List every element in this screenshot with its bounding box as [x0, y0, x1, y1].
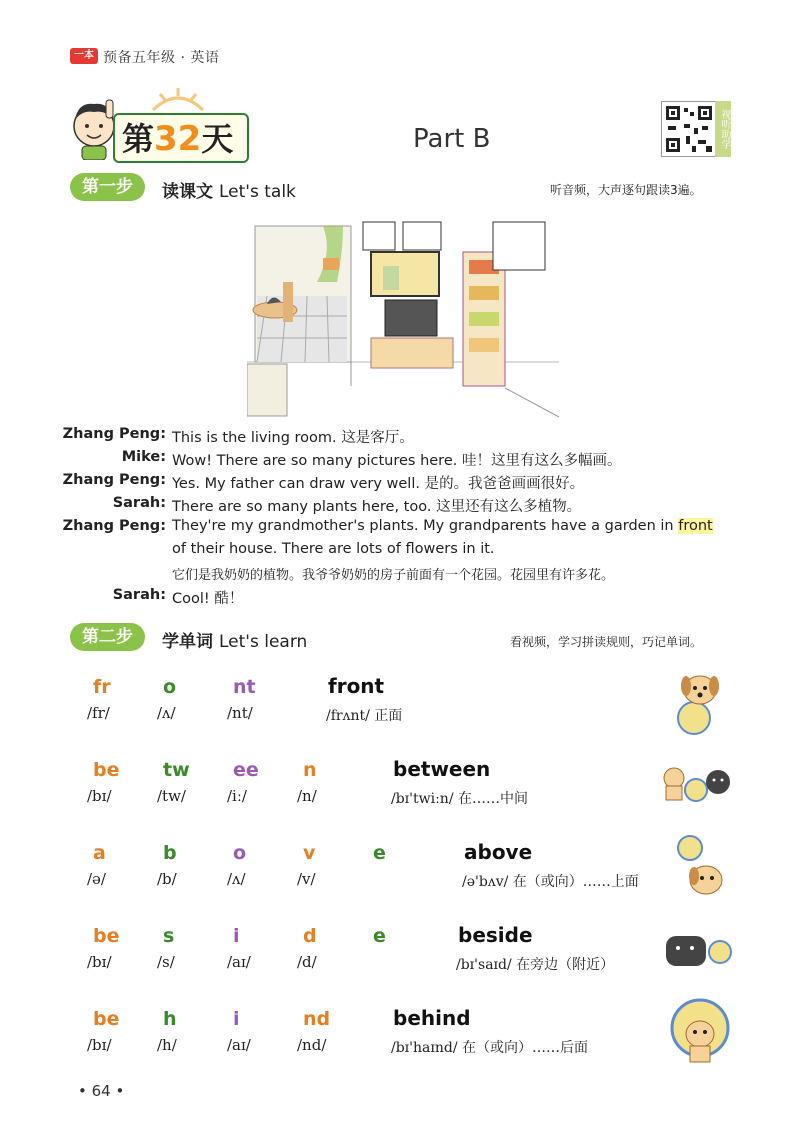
dialogue-text-part: They're my grandmother's plants. My grandparents have a garden in [172, 518, 679, 534]
day-suffix: 天 [201, 120, 234, 158]
step2-title [162, 627, 307, 652]
speaker-name: Zhang Peng: [62, 518, 166, 534]
vocab-word-ipa-meaning: /bɪ'saɪd/ 在旁边（附近） [456, 957, 615, 973]
phonics-ipa: /ə/ [87, 870, 106, 888]
qr-code-icon[interactable] [661, 101, 717, 157]
phonics-ipa: /bɪ/ [87, 953, 112, 971]
phonics-ipa: /bɪ/ [87, 787, 112, 805]
speaker-name: Sarah: [112, 495, 166, 511]
dialogue-translation [0, 564, 800, 587]
dialogue-text: Wow! There are so many pictures here. 哇！这里有这么多幅画。 [172, 453, 622, 469]
vocab-word-ipa-meaning: /ə'bʌv/ 在（或向）……上面 [462, 874, 639, 890]
dog-beside-ball-illustration [664, 930, 734, 970]
dialogue-line [0, 518, 800, 541]
phonics-ipa: /nd/ [297, 1036, 327, 1054]
phonics-chunk: i [233, 1008, 240, 1030]
phonics-chunk: d [303, 925, 317, 947]
dialogue-text: 它们是我奶奶的植物。我爷爷奶奶的房子前面有一个花园。花园里有许多花。 [172, 568, 615, 583]
living-room-illustration [247, 212, 559, 420]
vocab-word: behind [393, 1006, 471, 1030]
step2-pill: 第二步 [70, 623, 145, 651]
speaker-name: Zhang Peng: [62, 426, 166, 442]
phonics-ipa: /n/ [297, 787, 317, 805]
phonics-chunk: o [233, 842, 247, 864]
phonics-chunk: ee [233, 759, 259, 781]
phonics-chunk: fr [93, 676, 111, 698]
vocab-word: front [328, 674, 385, 698]
step1-pill: 第一步 [70, 173, 145, 201]
dialogue-line [0, 426, 800, 449]
phonics-chunk: n [303, 759, 317, 781]
phonics-ipa: /tw/ [157, 787, 186, 805]
phonics-chunk: nt [233, 676, 256, 698]
qr-side-label: 视听助学 [715, 101, 731, 157]
step1-title-cn: 读课文 [162, 182, 213, 202]
step2-hint: 看视频，学习拼读规则，巧记单词。 [510, 635, 703, 649]
header-title: 预备五年级 · 英语 [103, 50, 220, 66]
day-prefix: 第 [122, 120, 155, 158]
dialogue-text: Cool! 酷！ [172, 591, 244, 607]
step1-hint: 听音频，大声逐句跟读3遍。 [550, 183, 702, 197]
phonics-chunk: h [163, 1008, 177, 1030]
dialogue-continuation [0, 541, 800, 564]
phonics-chunk: tw [163, 759, 190, 781]
dog-in-front-of-ball-illustration [672, 668, 728, 736]
phonics-chunk: e [373, 842, 386, 864]
vocab-word: beside [458, 923, 533, 947]
dialogue-text: Yes. My father can draw very well. 是的。我爸爸画画很好。 [172, 476, 585, 492]
dialogue-text: This is the living room. 这是客厅。 [172, 430, 414, 446]
phonics-chunk: e [373, 925, 386, 947]
step2-title-cn: 学单词 [162, 632, 213, 652]
phonics-chunk: b [163, 842, 177, 864]
phonics-chunk: nd [303, 1008, 331, 1030]
speaker-name: Zhang Peng: [62, 472, 166, 488]
dialogue-line [0, 495, 800, 518]
phonics-chunk: be [93, 1008, 120, 1030]
vocab-word-ipa-meaning: /frʌnt/ 正面 [326, 708, 403, 724]
brand-logo: 一本 [70, 48, 98, 64]
dialogue-line [0, 587, 800, 610]
phonics-ipa: /v/ [297, 870, 316, 888]
phonics-chunk: be [93, 925, 120, 947]
phonics-ipa: /ʌ/ [157, 704, 176, 722]
vocab-word-ipa-meaning: /bɪ'haɪnd/ 在（或向）……后面 [391, 1040, 588, 1056]
step1-title [162, 177, 296, 202]
phonics-ipa: /nt/ [227, 704, 253, 722]
phonics-ipa: /iː/ [227, 787, 247, 805]
sun-rays-decoration [148, 88, 208, 112]
phonics-chunk: v [303, 842, 316, 864]
phonics-chunk: o [163, 676, 177, 698]
phonics-ipa: /bɪ/ [87, 1036, 112, 1054]
part-title: Part B [413, 124, 491, 154]
phonics-chunk: be [93, 759, 120, 781]
phonics-chunk: a [93, 842, 106, 864]
step2-title-en: Let's learn [219, 632, 308, 652]
dialogue-line [0, 472, 800, 495]
dialogue-line [0, 449, 800, 472]
highlighted-word: front [678, 518, 713, 534]
phonics-ipa: /aɪ/ [227, 953, 251, 971]
vocab-word: above [464, 840, 533, 864]
phonics-ipa: /b/ [157, 870, 177, 888]
phonics-ipa: /fr/ [87, 704, 110, 722]
dialogue-text: of their house. There are lots of flowers in it. [172, 541, 495, 557]
speaker-name: Mike: [121, 449, 166, 465]
phonics-ipa: /ʌ/ [227, 870, 246, 888]
step1-title-en: Let's talk [219, 182, 296, 202]
phonics-chunk: i [233, 925, 240, 947]
page-number: • 64 • [78, 1082, 125, 1100]
vocab-word-ipa-meaning: /bɪ'twiːn/ 在……中间 [391, 791, 528, 807]
vocab-word: between [393, 757, 491, 781]
speaker-name: Sarah: [112, 587, 166, 603]
dog-behind-ball-illustration [670, 998, 730, 1064]
phonics-ipa: /s/ [157, 953, 175, 971]
day-number: 32 [154, 119, 202, 159]
phonics-ipa: /d/ [297, 953, 317, 971]
phonics-ipa: /aɪ/ [227, 1036, 251, 1054]
phonics-ipa: /h/ [157, 1036, 177, 1054]
dialogue-text [172, 518, 713, 534]
ball-above-dog-illustration [672, 834, 730, 902]
dialogue-text: There are so many plants here, too. 这里还有这么多植物。 [172, 499, 582, 515]
dog-between-illustration [660, 752, 732, 804]
day-label [122, 114, 233, 160]
phonics-chunk: s [163, 925, 175, 947]
